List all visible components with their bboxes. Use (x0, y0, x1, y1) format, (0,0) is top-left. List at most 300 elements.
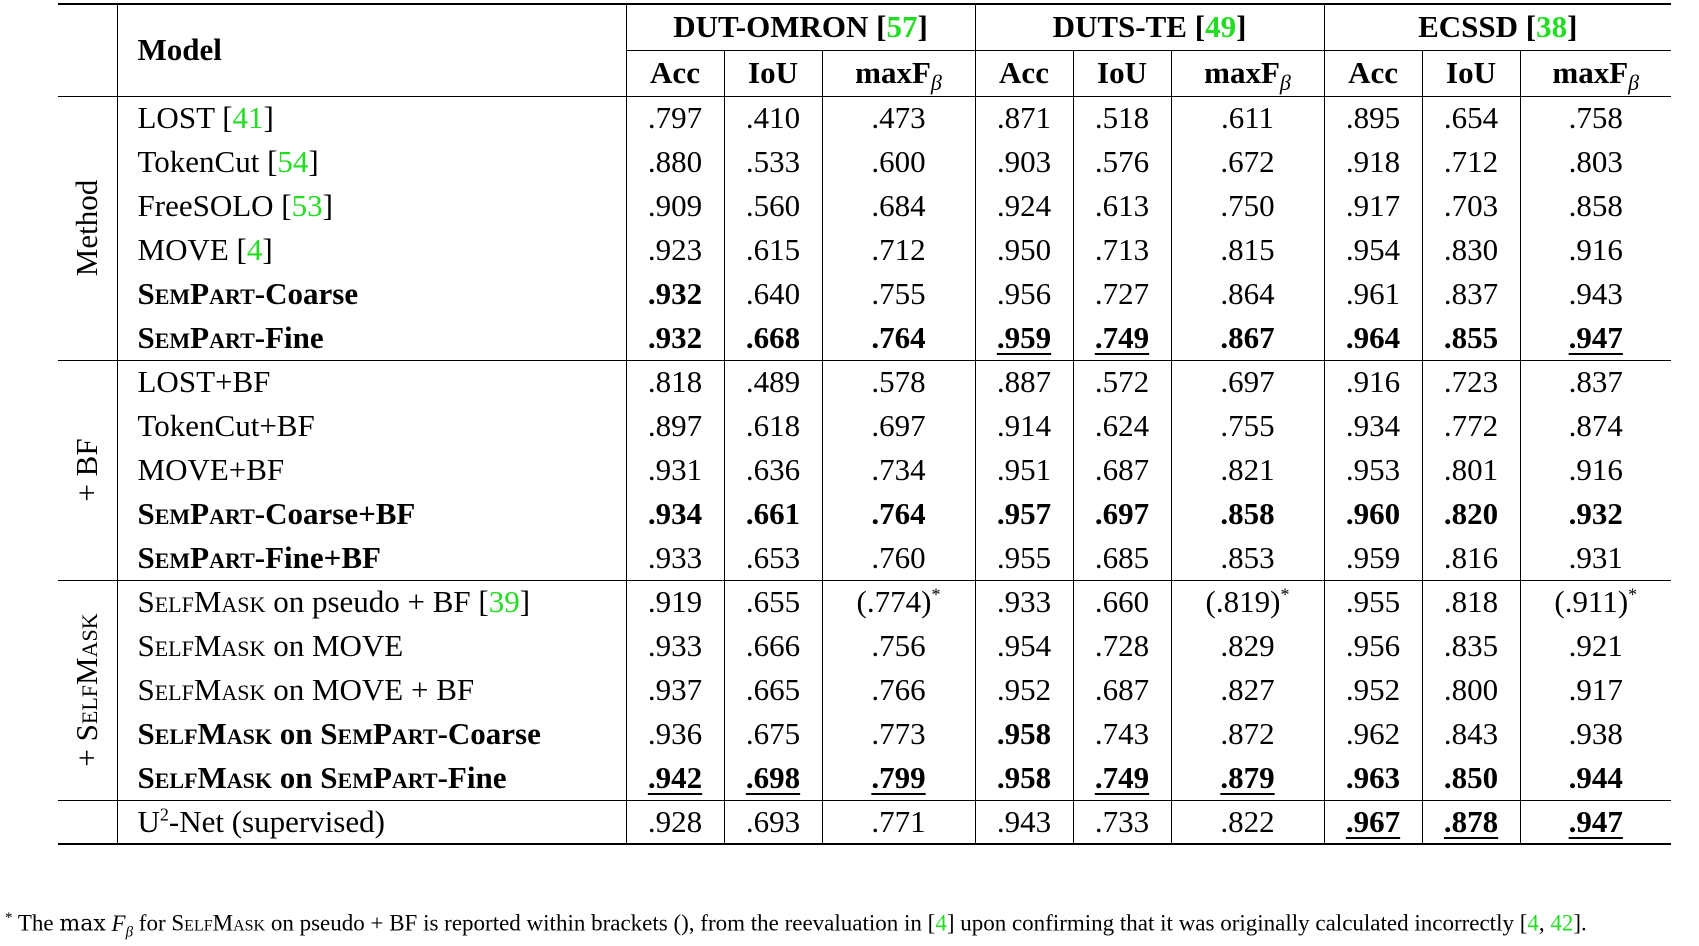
metric-value: .818 (647, 364, 703, 400)
metric-value: .640 (745, 276, 801, 311)
metric-value-cell (1520, 140, 1671, 184)
metric-value: .675 (745, 716, 801, 751)
metric-value: .712 (1443, 144, 1499, 179)
model-name-cell: TokenCut [54] (117, 140, 626, 184)
metric-value: .576 (1094, 144, 1150, 179)
metric-value: .613 (1094, 188, 1150, 223)
metric-value-cell (626, 96, 724, 140)
metric-value-cell (1520, 668, 1671, 712)
metric-label: maxF (1204, 55, 1280, 90)
metric-value-cell (975, 360, 1073, 404)
metric-value-cell (1422, 580, 1520, 624)
metric-value: (.911) (1554, 584, 1629, 620)
citation-link[interactable]: 42 (1550, 910, 1574, 936)
metric-value: .944 (1568, 759, 1623, 795)
model-name: FreeSOLO (137, 188, 274, 223)
metric-value: .932 (647, 319, 703, 355)
metric-value: .932 (1568, 496, 1623, 531)
metric-value: .755 (871, 276, 926, 311)
citation-link[interactable]: 54 (277, 144, 309, 179)
metric-value: .410 (745, 100, 801, 136)
metric-value: .918 (1345, 144, 1401, 179)
metric-value-cell (724, 184, 822, 228)
metric-value-cell (975, 96, 1073, 140)
metric-value: .956 (1345, 628, 1401, 663)
metric-value: .951 (996, 452, 1052, 487)
metric-value: .533 (745, 144, 801, 179)
metric-value: .655 (745, 584, 801, 620)
metric-value-cell (1422, 712, 1520, 756)
metric-value: .685 (1094, 539, 1150, 575)
metric-value: .956 (996, 276, 1052, 311)
metric-value-cell (724, 448, 822, 492)
group-label-cell (58, 360, 117, 580)
metric-value-cell (724, 712, 822, 756)
metric-value-cell (1171, 580, 1324, 624)
metric-value-cell (1520, 228, 1671, 272)
metric-value: .803 (1568, 144, 1623, 179)
metric-value-cell (1422, 448, 1520, 492)
metric-value: (.819) (1205, 584, 1281, 620)
metric-value: .473 (871, 100, 926, 136)
metric-value-cell (1073, 800, 1171, 844)
metric-value: .967 (1345, 803, 1401, 839)
dataset-header-duts-te: DUTS-TE [49] (975, 4, 1324, 50)
group-label-cell (58, 96, 117, 360)
model-name: SemPart-Coarse+BF (137, 496, 416, 531)
metric-value-cell (724, 580, 822, 624)
group-label: + SelfMask (69, 613, 105, 767)
citation-link[interactable]: 53 (291, 188, 323, 223)
metric-value-cell (626, 228, 724, 272)
metric-value: .723 (1443, 364, 1499, 400)
model-name-cell: LOST [41] (117, 96, 626, 140)
metric-value-cell (822, 712, 975, 756)
metric-value-cell (626, 580, 724, 624)
model-name-cell (117, 360, 626, 404)
metric-value: .687 (1094, 452, 1150, 487)
metric-value-cell (1073, 668, 1171, 712)
metric-value: .953 (1345, 452, 1401, 487)
table-row (58, 228, 1671, 272)
metric-label: Acc (650, 55, 700, 90)
metric-value: .962 (1345, 716, 1401, 751)
model-name: SemPart-Coarse (137, 276, 359, 311)
metric-value: .820 (1443, 496, 1499, 531)
metric-value-cell (975, 184, 1073, 228)
metric-value: .843 (1443, 716, 1499, 751)
model-name-cell: SelfMask on pseudo + BF [39] (117, 580, 626, 624)
model-name-cell: MOVE [4] (117, 228, 626, 272)
model-name: SemPart-Fine+BF (137, 539, 381, 575)
metric-value-cell (975, 492, 1073, 536)
metric-value: .938 (1568, 716, 1623, 751)
metric-value-cell (1422, 624, 1520, 668)
metric-value: .801 (1443, 452, 1499, 487)
table-row (58, 316, 1671, 360)
metric-label: Acc (999, 55, 1049, 90)
metric-value-cell (626, 536, 724, 580)
metric-value: .933 (996, 584, 1052, 620)
footnote-math-max: max (59, 911, 106, 937)
metric-value-cell (1171, 668, 1324, 712)
metric-value-cell (1324, 96, 1422, 140)
beta-subscript: β (1628, 70, 1640, 96)
metric-value-cell (822, 448, 975, 492)
metric-value: .959 (996, 319, 1052, 355)
metric-value: .916 (1568, 452, 1623, 487)
dataset-name: ECSSD (1418, 9, 1519, 45)
metric-value-cell (724, 228, 822, 272)
metric-value: .654 (1443, 100, 1499, 136)
metric-value: .937 (647, 672, 703, 707)
metric-value-cell (975, 580, 1073, 624)
model-name-cell (117, 272, 626, 316)
metric-value: .727 (1094, 276, 1150, 311)
table-row (58, 272, 1671, 316)
metric-value-cell (1422, 184, 1520, 228)
metric-value: .853 (1220, 539, 1275, 575)
metric-value: (.774) (856, 584, 932, 620)
header-row-datasets (58, 4, 1671, 50)
table-row (58, 624, 1671, 668)
metric-value: .934 (1345, 408, 1401, 443)
metric-value: .921 (1568, 628, 1623, 663)
metric-value-cell (1073, 404, 1171, 448)
metric-value: .693 (745, 803, 801, 839)
metric-value-cell (1520, 756, 1671, 800)
group-label: Method (69, 179, 105, 277)
metric-value-cell (975, 536, 1073, 580)
citation-link[interactable]: 41 (232, 100, 264, 136)
citation-link[interactable]: 49 (1205, 9, 1237, 45)
dataset-header-ecssd: ECSSD [38] (1324, 4, 1671, 50)
metric-value: .800 (1443, 672, 1499, 707)
metric-value-cell (724, 272, 822, 316)
metric-value: .750 (1220, 188, 1275, 223)
beta-subscript: β (1279, 70, 1291, 96)
metric-value-cell (1073, 96, 1171, 140)
model-name-cell (117, 404, 626, 448)
model-name: MOVE (137, 232, 229, 267)
model-name-cell (117, 316, 626, 360)
metric-value: .697 (871, 408, 926, 443)
footnote-text: The (17, 910, 54, 936)
metric-value-cell (822, 272, 975, 316)
metric-value: .879 (1220, 759, 1275, 795)
metric-value: .952 (996, 672, 1052, 707)
metric-value-cell (975, 624, 1073, 668)
metric-value: .914 (996, 408, 1052, 443)
model-name: SemPart-Fine (137, 319, 324, 355)
metric-value-cell (626, 492, 724, 536)
metric-value-cell (1073, 316, 1171, 360)
model-name-rest: -Net (supervised) (168, 803, 385, 839)
metric-value: .942 (647, 759, 703, 795)
metric-label: IoU (1097, 55, 1147, 90)
metric-value-cell (724, 96, 822, 140)
model-name-cell (117, 712, 626, 756)
model-column-header (117, 4, 626, 96)
metric-value: .712 (871, 232, 926, 267)
citation-link[interactable]: 38 (1536, 9, 1568, 45)
metric-value: .959 (1345, 539, 1401, 575)
metric-value-cell (724, 536, 822, 580)
metric-value-cell (822, 96, 975, 140)
metric-value-cell (1324, 536, 1422, 580)
metric-value: .960 (1345, 496, 1401, 531)
metric-value: .518 (1094, 100, 1150, 136)
metric-value: .615 (745, 232, 801, 267)
metric-value: .858 (1568, 188, 1623, 223)
model-name-cell (117, 492, 626, 536)
metric-value-cell (1171, 800, 1324, 844)
metric-value: .733 (1094, 803, 1150, 839)
metric-value-cell (626, 712, 724, 756)
metric-value: .867 (1220, 319, 1275, 355)
metric-value: .766 (871, 672, 926, 707)
footnote-text: ]. (1573, 910, 1587, 936)
metric-value-cell (822, 756, 975, 800)
metric-value-cell (1073, 580, 1171, 624)
model-superscript: 2 (159, 804, 169, 825)
metric-value: .964 (1345, 319, 1401, 355)
citation-link[interactable]: 4 (935, 910, 947, 936)
metric-value: .878 (1443, 803, 1499, 839)
metric-value-cell (724, 492, 822, 536)
metric-value-cell (1324, 712, 1422, 756)
metric-value-cell (975, 712, 1073, 756)
metric-value-cell (975, 272, 1073, 316)
table-row (58, 492, 1671, 536)
citation-link[interactable]: 4 (1527, 910, 1539, 936)
footnote-text: , (1538, 910, 1551, 936)
metric-value-cell (1422, 272, 1520, 316)
metric-value-cell (1324, 360, 1422, 404)
metric-value-cell (1171, 140, 1324, 184)
metric-header (626, 50, 724, 96)
metric-value: .928 (647, 803, 703, 839)
metric-value-cell (1171, 360, 1324, 404)
citation-link[interactable]: 4 (246, 232, 263, 267)
metric-value-cell (822, 536, 975, 580)
metric-value-cell (1171, 448, 1324, 492)
metric-header (724, 50, 822, 96)
metric-value-cell (1073, 712, 1171, 756)
metric-value: .952 (1345, 672, 1401, 707)
metric-value: .955 (1345, 584, 1401, 620)
metric-value-cell (724, 360, 822, 404)
metric-value-cell (724, 624, 822, 668)
metric-value-cell (1422, 668, 1520, 712)
metric-value: .931 (647, 452, 703, 487)
metric-value-cell (724, 316, 822, 360)
metric-value-cell (1520, 272, 1671, 316)
model-name-cell (117, 756, 626, 800)
model-name: SelfMask on MOVE + BF (137, 672, 475, 707)
metric-value: .816 (1443, 539, 1499, 575)
metric-value: .827 (1220, 672, 1275, 707)
metric-value: .947 (1568, 319, 1623, 355)
metric-value: .764 (871, 319, 926, 355)
table-row (58, 96, 1671, 140)
metric-value-cell (975, 140, 1073, 184)
metric-value: .880 (647, 144, 703, 179)
model-name: TokenCut+BF (137, 408, 315, 443)
model-name: SelfMask on SemPart-Coarse (137, 716, 541, 751)
metric-value: .572 (1094, 364, 1150, 400)
model-header-label: Model (137, 32, 222, 68)
metric-value: .947 (1568, 803, 1623, 839)
metric-value: .919 (647, 584, 703, 620)
metric-value: .895 (1345, 100, 1401, 136)
metric-value: .661 (745, 496, 801, 531)
metric-value-cell (1171, 536, 1324, 580)
metric-value: .618 (745, 408, 801, 443)
metric-label: Acc (1348, 55, 1398, 90)
metric-value: .933 (647, 539, 703, 575)
metric-value: .815 (1220, 232, 1275, 267)
metric-value-cell (1324, 448, 1422, 492)
metric-value: .936 (647, 716, 703, 751)
metric-value-cell (626, 316, 724, 360)
metric-value: .903 (996, 144, 1052, 179)
metric-header (975, 50, 1073, 96)
metric-value: .668 (745, 319, 801, 355)
metric-value: .734 (871, 452, 926, 487)
metric-value: .728 (1094, 628, 1150, 663)
metric-value-cell (1422, 316, 1520, 360)
metric-value-cell (1520, 580, 1671, 624)
metric-value-cell (1520, 624, 1671, 668)
metric-label: maxF (855, 55, 931, 90)
metric-value: .771 (871, 803, 926, 839)
table-row (58, 184, 1671, 228)
metric-header (1422, 50, 1520, 96)
metric-value: .749 (1094, 319, 1150, 355)
table-row (58, 712, 1671, 756)
metric-value: .687 (1094, 672, 1150, 707)
metric-value-cell (1422, 140, 1520, 184)
metric-value-cell (1520, 404, 1671, 448)
metric-value: .923 (647, 232, 703, 267)
table-row (58, 800, 1671, 844)
footnote-text: on pseudo + BF is reported within brackets (), from the reevaluation in [ (270, 910, 936, 936)
metric-value: .684 (871, 188, 926, 223)
metric-label: IoU (748, 55, 798, 90)
metric-value-cell (1171, 96, 1324, 140)
metric-value-cell (626, 140, 724, 184)
table-row (58, 404, 1671, 448)
metric-value-cell (975, 668, 1073, 712)
footnote-marker: * (5, 910, 13, 926)
metric-value: .749 (1094, 759, 1150, 795)
footnote-math-f: F (111, 910, 126, 936)
metric-value-cell (626, 448, 724, 492)
metric-value-cell (1073, 536, 1171, 580)
group-header-blank (58, 4, 117, 96)
metric-value-cell (724, 404, 822, 448)
metric-value-cell (1073, 184, 1171, 228)
model-name-cell (117, 536, 626, 580)
metric-value-cell (1073, 228, 1171, 272)
metric-value-cell (1324, 228, 1422, 272)
metric-value-cell (1324, 492, 1422, 536)
footnote-math-sub: β (125, 924, 134, 941)
metric-value-cell (1422, 536, 1520, 580)
metric-value-cell (626, 184, 724, 228)
metric-value-cell (1520, 184, 1671, 228)
model-name: LOST+BF (137, 364, 271, 400)
metric-value: .924 (996, 188, 1052, 223)
footnote-selfmask: SelfMask (171, 910, 266, 936)
model-name-cell (117, 448, 626, 492)
metric-value-cell (1422, 800, 1520, 844)
metric-value: .636 (745, 452, 801, 487)
table-row (58, 448, 1671, 492)
metric-value-cell (1073, 360, 1171, 404)
metric-value: .764 (871, 496, 926, 531)
metric-value-cell (1073, 448, 1171, 492)
metric-label: maxF (1552, 55, 1629, 90)
metric-value: .957 (996, 496, 1052, 531)
metric-value-cell (1171, 184, 1324, 228)
metric-value: .600 (871, 144, 926, 179)
metric-value-cell (822, 800, 975, 844)
citation-link[interactable]: 57 (886, 9, 918, 45)
metric-value: .872 (1220, 716, 1275, 751)
table-footnote (5, 910, 1587, 941)
table-row (58, 580, 1671, 624)
metric-value: .489 (745, 364, 801, 400)
metric-value: .958 (996, 716, 1052, 751)
metric-value: .850 (1443, 759, 1499, 795)
metric-value: .578 (871, 364, 926, 400)
footnote-text: ] upon confirming that it was originally calculated incorrectly [ (946, 910, 1528, 936)
metric-value: .961 (1345, 276, 1401, 311)
metric-value-cell (626, 272, 724, 316)
metric-value-cell (975, 404, 1073, 448)
metric-value: .931 (1568, 539, 1623, 575)
metric-value-cell (822, 140, 975, 184)
metric-value-cell (1324, 316, 1422, 360)
metric-value: .955 (996, 539, 1052, 575)
dataset-name: DUTS-TE (1052, 9, 1187, 45)
metric-value-cell (1324, 756, 1422, 800)
metric-value: .822 (1220, 803, 1275, 839)
metric-value-cell (626, 756, 724, 800)
metric-value: .932 (647, 276, 703, 311)
table-row (58, 668, 1671, 712)
metric-value: .799 (871, 759, 926, 795)
model-name-cell (117, 668, 626, 712)
metric-value: .864 (1220, 276, 1275, 311)
metric-value: .837 (1443, 276, 1499, 311)
metric-value-cell (1171, 272, 1324, 316)
metric-value: .855 (1443, 319, 1499, 355)
metric-value-cell (822, 624, 975, 668)
metric-value-cell (1520, 492, 1671, 536)
citation-link[interactable]: 39 (488, 584, 520, 620)
metric-value: .830 (1443, 232, 1499, 267)
metric-value: .624 (1094, 408, 1150, 443)
metric-value-cell (724, 800, 822, 844)
metric-value: .871 (996, 100, 1052, 136)
metric-value-cell (1171, 492, 1324, 536)
metric-value-cell (1422, 492, 1520, 536)
metric-value: .916 (1568, 232, 1623, 267)
footnote-marker: * (1628, 584, 1638, 605)
